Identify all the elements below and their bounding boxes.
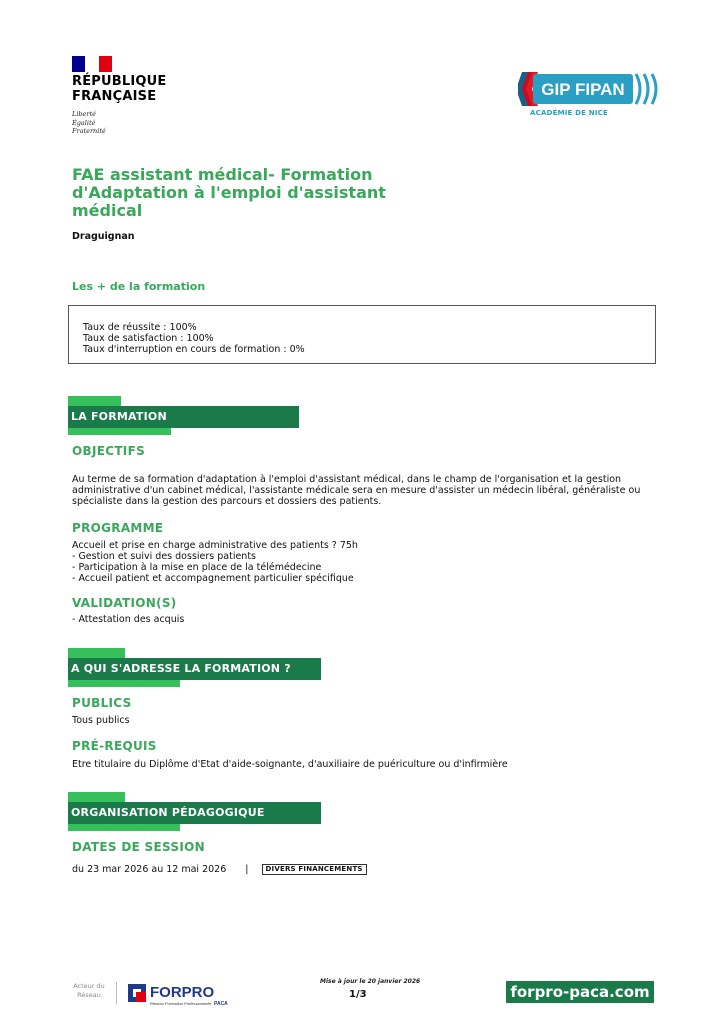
section-header-public — [68, 648, 321, 687]
republique-francaise-title — [72, 74, 167, 104]
footer-divider — [116, 982, 117, 1004]
section-accent-top — [68, 648, 125, 658]
objectifs-title: OBJECTIFS — [72, 444, 146, 458]
motto-liberte: Liberté — [72, 110, 96, 118]
section-accent-bottom — [68, 428, 171, 435]
marianne-flag-icon — [72, 56, 112, 72]
programme-line: - Participation à la mise en place de la télémédecine — [72, 562, 322, 573]
session-dates-row — [72, 864, 472, 875]
section-accent-top — [68, 396, 121, 406]
section-accent-top — [68, 792, 125, 802]
gip-subtitle: ACADÉMIE DE NICE — [530, 109, 608, 117]
update-date: Mise à jour le 20 janvier 2026 — [320, 978, 421, 985]
plus-item-interruption: Taux d'interruption en cours de formation : 0% — [83, 344, 305, 355]
forpro-tagline: Réseau Formation Professionnelle — [150, 1001, 212, 1006]
dates-title: DATES DE SESSION — [72, 840, 205, 854]
acteur-line1: Acteur du — [73, 982, 105, 990]
forpro-logo — [128, 981, 240, 1007]
plus-item-reussite: Taux de réussite : 100% — [83, 322, 197, 333]
section-accent-bottom — [68, 680, 180, 687]
section-header-organisation — [68, 792, 321, 831]
programme-line: - Accueil patient et accompagnement particulier spécifique — [72, 573, 354, 584]
programme-line: - Gestion et suivi des dossiers patients — [72, 551, 257, 562]
publics-title: PUBLICS — [72, 696, 132, 710]
motto-egalite: Égalité — [72, 118, 96, 127]
flag-red-stripe — [99, 56, 112, 72]
financement-badge: DIVERS FINANCEMENTS — [262, 864, 367, 875]
dates-separator: | — [245, 864, 249, 875]
plus-box — [68, 305, 656, 364]
programme-title: PROGRAMME — [72, 521, 164, 535]
section-accent-bottom — [68, 824, 180, 831]
page-number: 1/3 — [349, 989, 367, 1000]
forpro-url-badge[interactable]: forpro-paca.com — [506, 981, 654, 1003]
gip-logo-text: GIP FIPAN — [541, 80, 625, 99]
plus-section-title: Les + de la formation — [72, 280, 206, 293]
prerequis-text: Etre titulaire du Diplôme d'Etat d'aide-soignante, d'auxiliaire de puériculture ou d'infirmière — [72, 759, 508, 770]
motto-fraternite: Fraternité — [72, 127, 106, 135]
formation-title: FAE assistant médical- Formation d'Adaptation à l'emploi d'assistant médical — [72, 165, 386, 220]
section-header-la-formation — [68, 396, 299, 435]
validation-text: - Attestation des acquis — [72, 614, 185, 625]
section-title: A QUI S'ADRESSE LA FORMATION ? — [68, 658, 321, 680]
section-title: ORGANISATION PÉDAGOGIQUE — [68, 802, 321, 824]
session-dates: du 23 mar 2026 au 12 mai 2026 — [72, 864, 227, 875]
objectifs-text: Au terme de sa formation d'adaptation à l'emploi d'assistant médical, dans le champ de l'organisation et la gestion administrative d'un cabinet médical, l'assistante médicale sera en mesure d'assister un médecin libéral, généraliste ou spécialiste dans la gestion des parcours et dossiers des patients. — [72, 474, 641, 507]
flag-white-stripe — [85, 56, 98, 72]
validation-title: VALIDATION(S) — [72, 596, 177, 610]
programme-line: Accueil et prise en charge administrative des patients ? 75h — [72, 540, 358, 551]
rf-title-line2: FRANÇAISE — [72, 89, 157, 104]
acteur-line2: Réseau — [77, 991, 101, 999]
gip-fipan-logo — [518, 70, 663, 108]
rf-title-line1: RÉPUBLIQUE — [72, 74, 167, 89]
publics-text: Tous publics — [72, 715, 130, 726]
flag-blue-stripe — [72, 56, 85, 72]
plus-item-satisfaction: Taux de satisfaction : 100% — [83, 333, 214, 344]
acteur-reseau-label — [72, 982, 106, 1000]
republic-motto — [72, 110, 106, 136]
section-title: LA FORMATION — [68, 406, 299, 428]
programme-list — [72, 540, 657, 584]
forpro-region: PACA — [214, 1001, 228, 1007]
forpro-name: FORPRO — [150, 984, 215, 1001]
prerequis-title: PRÉ-REQUIS — [72, 739, 157, 753]
formation-city: Draguignan — [72, 231, 135, 242]
